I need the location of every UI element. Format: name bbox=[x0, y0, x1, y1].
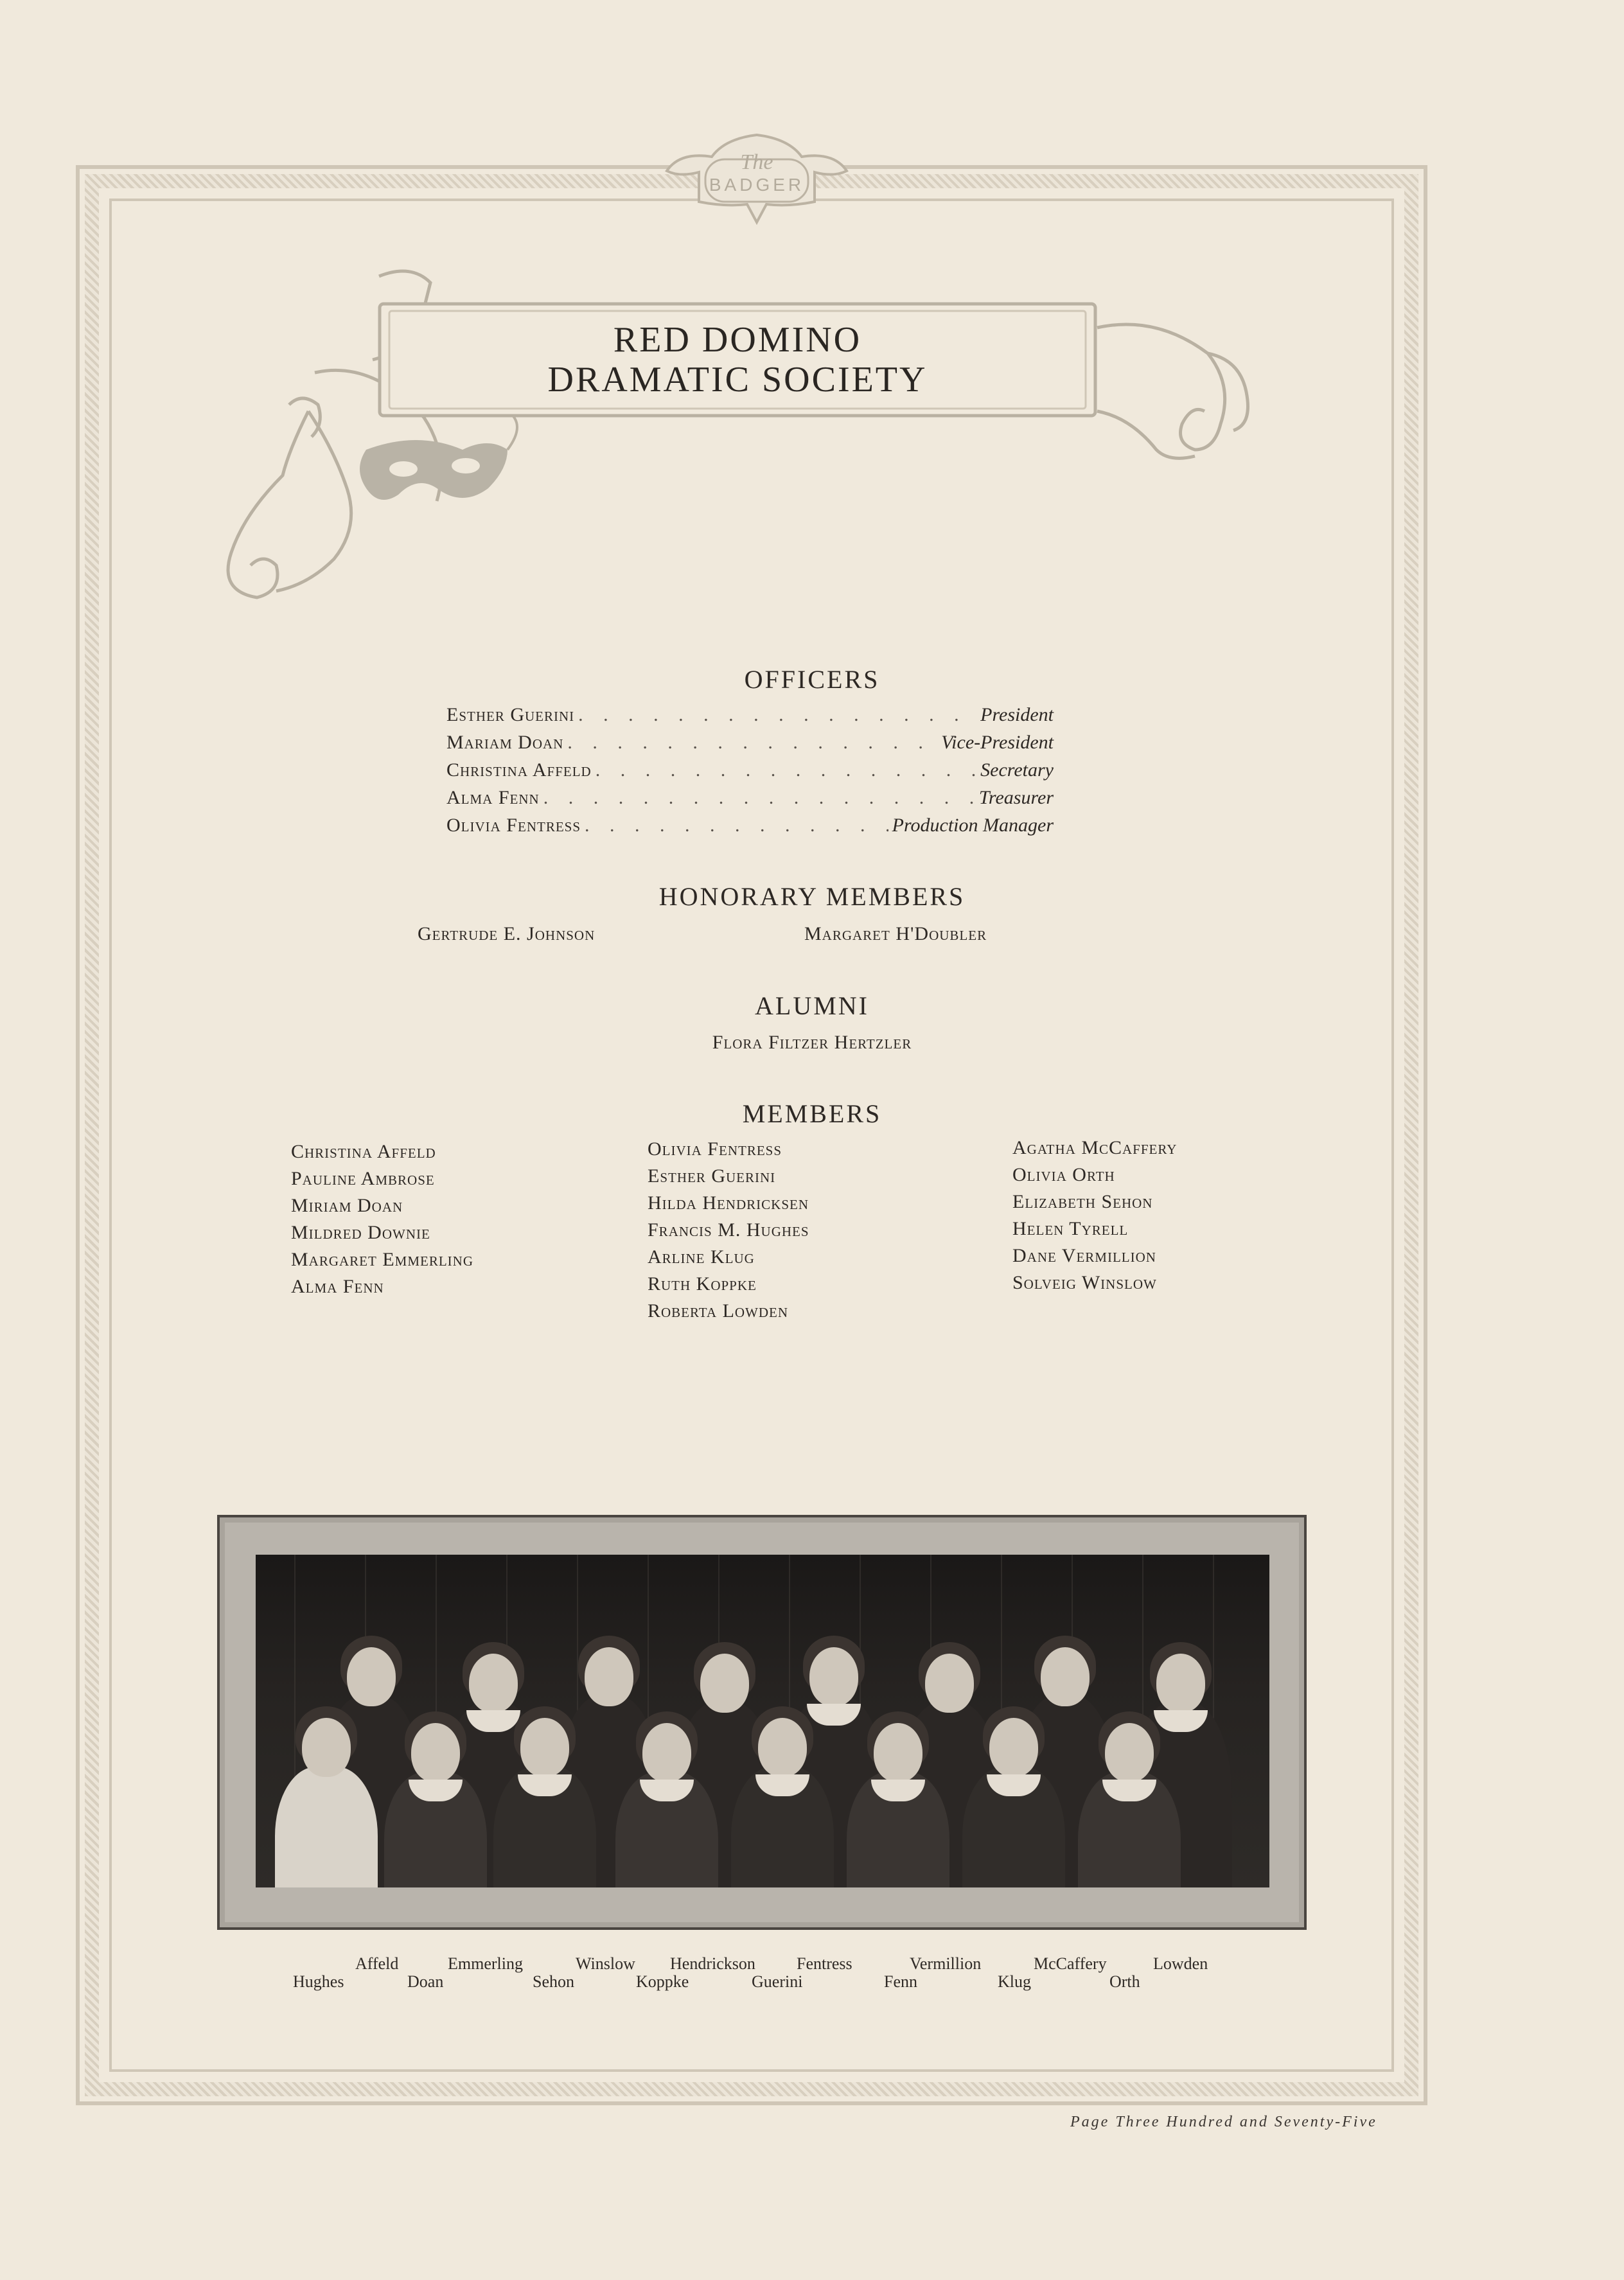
officer-role: President bbox=[980, 704, 1054, 725]
member-name: Arline Klug bbox=[648, 1246, 755, 1268]
caption-name-bottom: Doan bbox=[407, 1972, 444, 1991]
leader-dots bbox=[585, 815, 888, 836]
member-name: Olivia Orth bbox=[1012, 1164, 1115, 1185]
officer-role: Production Manager bbox=[892, 815, 1054, 836]
member-name: Mildred Downie bbox=[291, 1222, 430, 1243]
members-column-3 bbox=[1012, 1137, 1177, 1299]
page-number: Page Three Hundred and Seventy-Five bbox=[1070, 2114, 1377, 2130]
caption-name-top: Vermillion bbox=[910, 1954, 982, 1973]
member-name: Miriam Doan bbox=[291, 1195, 403, 1216]
leader-dots bbox=[578, 704, 976, 726]
officer-name: Esther Guerini bbox=[446, 704, 575, 725]
officer-role: Treasurer bbox=[978, 787, 1054, 808]
crest-line-1: The bbox=[740, 150, 773, 174]
officer-name: Christina Affeld bbox=[446, 759, 592, 781]
crest-line-2: BADGER bbox=[709, 175, 805, 195]
member-name: Olivia Fentress bbox=[648, 1138, 782, 1160]
caption-name-top: Fentress bbox=[797, 1954, 852, 1973]
member-name: Esther Guerini bbox=[648, 1165, 776, 1187]
officer-role: Vice-President bbox=[941, 732, 1054, 753]
caption-name-bottom: Koppke bbox=[636, 1972, 689, 1991]
leader-dots bbox=[596, 759, 976, 781]
officer-name: Olivia Fentress bbox=[446, 815, 581, 836]
crest-title bbox=[668, 152, 845, 194]
honorary-member-name: Margaret H'Doubler bbox=[804, 923, 987, 944]
caption-name-top: Affeld bbox=[355, 1954, 399, 1973]
member-name: Christina Affeld bbox=[291, 1141, 436, 1162]
caption-name-top: Winslow bbox=[576, 1954, 635, 1973]
member-name: Agatha McCaffery bbox=[1012, 1137, 1178, 1158]
member-name: Ruth Koppke bbox=[648, 1273, 757, 1295]
member-name: Helen Tyrell bbox=[1012, 1218, 1129, 1239]
caption-name-bottom: Sehon bbox=[533, 1972, 574, 1991]
member-name: Dane Vermillion bbox=[1012, 1245, 1156, 1266]
page-title-banner bbox=[378, 302, 1097, 418]
honorary-member-name: Gertrude E. Johnson bbox=[418, 923, 596, 944]
caption-name-top: Emmerling bbox=[448, 1954, 523, 1973]
leader-dots bbox=[567, 732, 937, 754]
officer-row bbox=[446, 704, 1054, 732]
member-name: Francis M. Hughes bbox=[648, 1219, 809, 1241]
caption-name-bottom: Guerini bbox=[752, 1972, 803, 1991]
officer-row bbox=[446, 759, 1054, 787]
officers-heading: OFFICERS bbox=[744, 665, 880, 694]
member-name: Solveig Winslow bbox=[1012, 1272, 1157, 1293]
officer-name: Mariam Doan bbox=[446, 732, 564, 753]
caption-name-bottom: Fenn bbox=[884, 1972, 917, 1991]
group-photograph bbox=[256, 1555, 1269, 1887]
officers-list bbox=[446, 704, 1054, 842]
page-title-line-2: DRAMATIC SOCIETY bbox=[547, 360, 928, 400]
caption-name-top: McCaffery bbox=[1034, 1954, 1107, 1973]
members-column-2 bbox=[648, 1138, 809, 1327]
caption-name-bottom: Hughes bbox=[293, 1972, 344, 1991]
member-name: Elizabeth Sehon bbox=[1012, 1191, 1153, 1212]
alumni-heading: ALUMNI bbox=[755, 991, 869, 1020]
honorary-heading: HONORARY MEMBERS bbox=[658, 882, 966, 911]
member-name: Margaret Emmerling bbox=[291, 1249, 473, 1270]
caption-name-bottom: Klug bbox=[998, 1972, 1031, 1991]
member-name: Hilda Hendricksen bbox=[648, 1192, 809, 1214]
caption-name-top: Hendrickson bbox=[670, 1954, 755, 1973]
officer-role: Secretary bbox=[980, 759, 1054, 781]
page-title-line-1: RED DOMINO bbox=[613, 320, 862, 360]
members-column-1 bbox=[291, 1141, 473, 1303]
officer-row bbox=[446, 732, 1054, 759]
members-heading: MEMBERS bbox=[742, 1099, 882, 1128]
officer-name: Alma Fenn bbox=[446, 787, 540, 808]
leader-dots bbox=[543, 787, 975, 809]
officer-row bbox=[446, 815, 1054, 842]
member-name: Roberta Lowden bbox=[648, 1300, 789, 1321]
caption-name-top: Lowden bbox=[1153, 1954, 1208, 1973]
member-name: Alma Fenn bbox=[291, 1276, 384, 1297]
alumni-name: Flora Filtzer Hertzler bbox=[712, 1032, 912, 1053]
member-name: Pauline Ambrose bbox=[291, 1168, 435, 1189]
caption-name-bottom: Orth bbox=[1109, 1972, 1140, 1991]
officer-row bbox=[446, 787, 1054, 815]
